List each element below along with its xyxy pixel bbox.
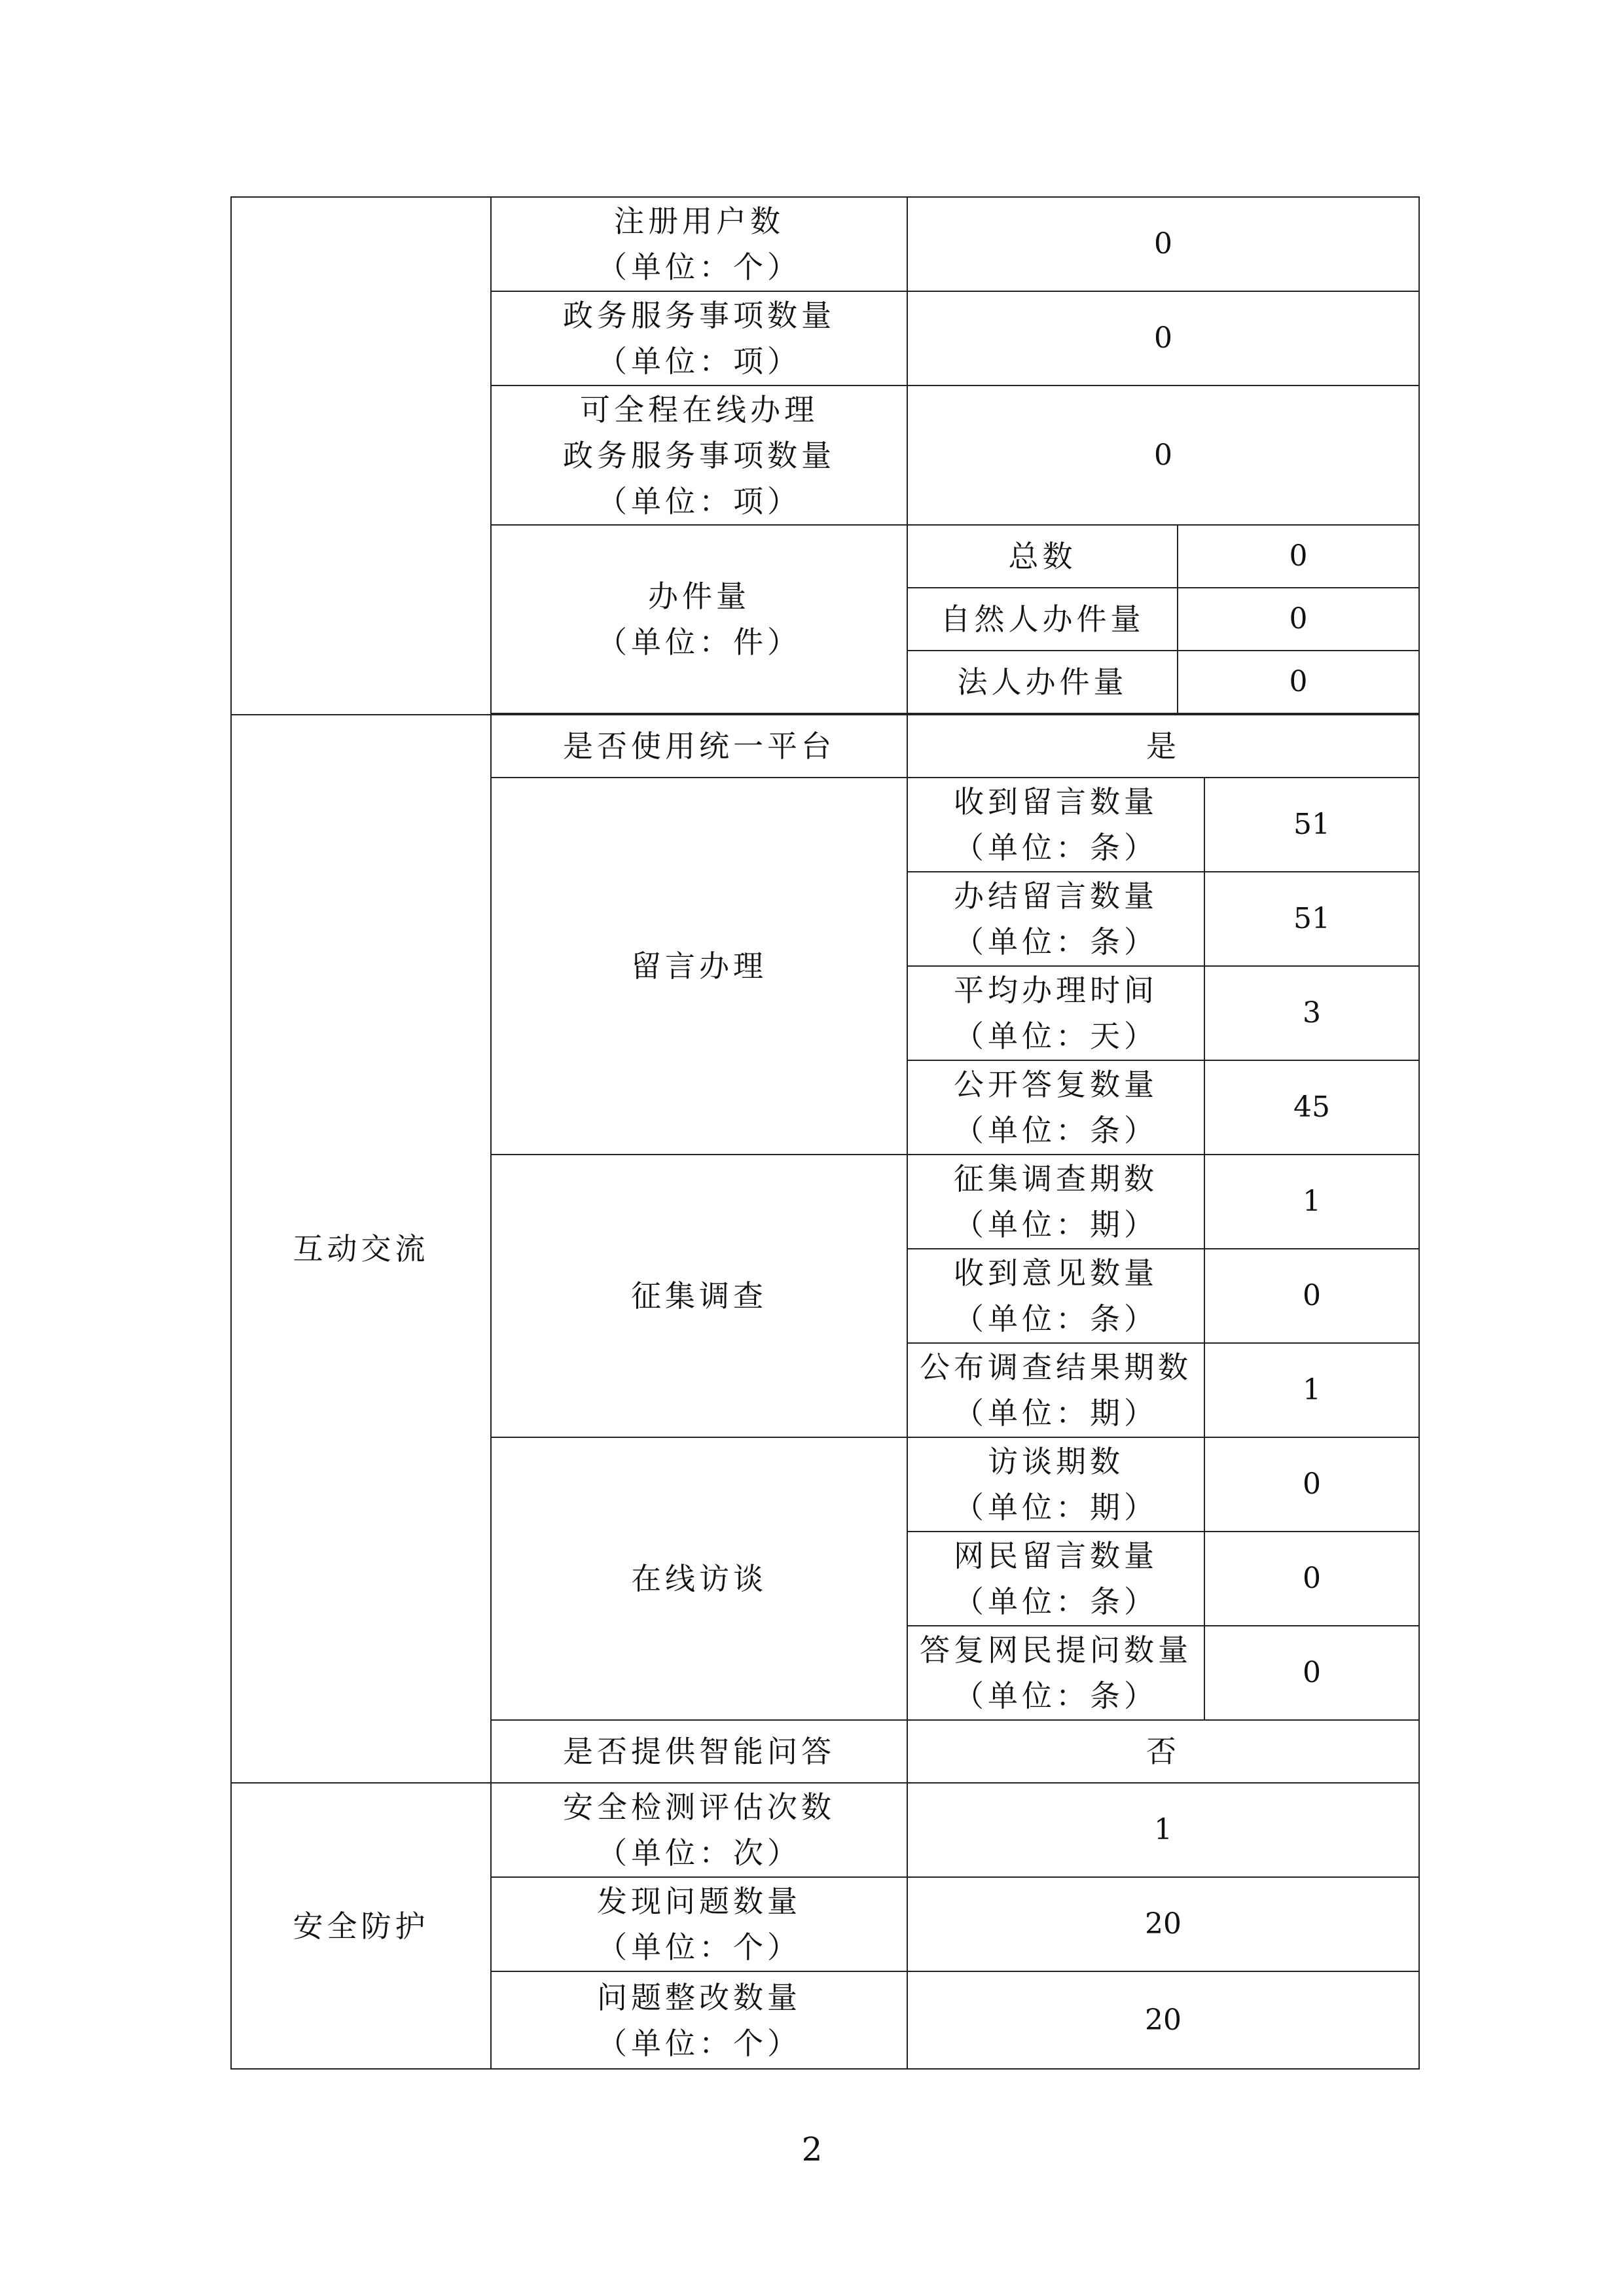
item-value: 否 [907,1720,1419,1783]
sub-item-label [907,1437,1204,1532]
sub-item-label-line: 收到意见数量 [954,1255,1158,1291]
item-label [491,291,907,386]
sub-item-label [907,1343,1204,1437]
item-unit: （单位：次） [597,1835,801,1871]
sub-item-label-line: 收到留言数量 [954,784,1158,819]
table-row [231,715,1419,778]
sub-item-value: 1 [1204,1343,1419,1437]
sub-item-value: 0 [1204,1626,1419,1720]
category-security: 安全防护 [231,1783,491,2069]
sub-item-unit: （单位：天） [954,1018,1158,1054]
sub-item-value: 45 [1204,1060,1419,1155]
table-row [231,1783,1419,1877]
sub-item-value: 51 [1204,872,1419,966]
item-label: 是否提供智能问答 [491,1720,907,1783]
category-interaction: 互动交流 [231,715,491,1783]
sub-item-unit: （单位：条） [954,830,1158,865]
sub-item-label [907,1060,1204,1155]
sub-item-label: 法人办件量 [907,651,1178,713]
sub-item-unit: （单位：期） [954,1395,1158,1431]
sub-item-unit: （单位：期） [954,1490,1158,1525]
item-label-line: 发现问题数量 [597,1884,801,1919]
item-value: 0 [907,291,1419,386]
sub-item-value: 1 [1204,1155,1419,1249]
sub-item-label-line: 公开答复数量 [954,1067,1158,1102]
item-label [491,197,907,291]
sub-item-value: 0 [1204,1532,1419,1626]
item-unit: （单位：项） [597,483,801,519]
item-label [491,1783,907,1877]
sub-item-unit: （单位：条） [954,924,1158,960]
sub-item-label [907,778,1204,872]
category-cell-blank [231,197,491,715]
sub-item-unit: （单位：期） [954,1207,1158,1242]
item-value: 20 [907,1877,1419,1971]
item-label-line: 政务服务事项数量 [563,437,835,473]
item-label: 是否使用统一平台 [491,715,907,778]
sub-item-value: 0 [1178,651,1419,713]
page-number: 2 [801,2130,823,2168]
sub-item-label: 自然人办件量 [907,588,1178,651]
item-label [491,386,907,525]
item-value: 0 [907,197,1419,291]
sub-item-value: 0 [1178,525,1419,588]
sub-item-unit: （单位：条） [954,1113,1158,1148]
item-value: 是 [907,715,1419,778]
item-label-line: 注册用户数 [614,204,784,239]
sub-item-value: 3 [1204,966,1419,1060]
sub-item-label-line: 办结留言数量 [954,878,1158,914]
sub-item-value: 0 [1204,1437,1419,1532]
sub-item-label-line: 平均办理时间 [954,973,1158,1008]
sub-item-label-line: 访谈期数 [988,1444,1124,1479]
item-unit: （单位：个） [597,249,801,285]
item-label-line: 办件量 [648,579,750,614]
sub-item-label-line: 网民留言数量 [954,1538,1158,1573]
item-value: 0 [907,386,1419,525]
group-messages: 留言办理 [491,778,907,1155]
sub-item-label-line: 征集调查期数 [954,1161,1158,1196]
item-label-line: 问题整改数量 [597,1979,801,2015]
sub-item-label [907,872,1204,966]
item-label-line: 政务服务事项数量 [563,298,835,333]
sub-item-label [907,1249,1204,1343]
item-unit: （单位：个） [597,2025,801,2061]
sub-item-value: 51 [1204,778,1419,872]
item-unit: （单位：件） [597,624,801,660]
statistics-table [230,196,1420,2070]
item-unit: （单位：项） [597,344,801,379]
item-label [491,1877,907,1971]
item-value: 20 [907,1971,1419,2069]
item-label-line: 可全程在线办理 [580,391,818,427]
sub-item-label [907,1155,1204,1249]
sub-item-label-line: 公布调查结果期数 [920,1350,1192,1385]
sub-item-value: 0 [1178,588,1419,651]
item-label-line: 安全检测评估次数 [563,1789,835,1825]
sub-item-label: 总数 [907,525,1178,588]
sub-item-label-line: 答复网民提问数量 [920,1632,1192,1668]
item-value: 1 [907,1783,1419,1877]
sub-item-unit: （单位：条） [954,1584,1158,1619]
table-row [231,197,1419,291]
item-label [491,525,907,713]
sub-item-label [907,966,1204,1060]
group-survey: 征集调查 [491,1155,907,1437]
item-label [491,1971,907,2069]
sub-item-unit: （单位：条） [954,1678,1158,1713]
sub-item-label [907,1626,1204,1720]
group-interview: 在线访谈 [491,1437,907,1720]
sub-item-value: 0 [1204,1249,1419,1343]
sub-item-label [907,1532,1204,1626]
sub-item-unit: （单位：条） [954,1301,1158,1336]
item-unit: （单位：个） [597,1929,801,1965]
